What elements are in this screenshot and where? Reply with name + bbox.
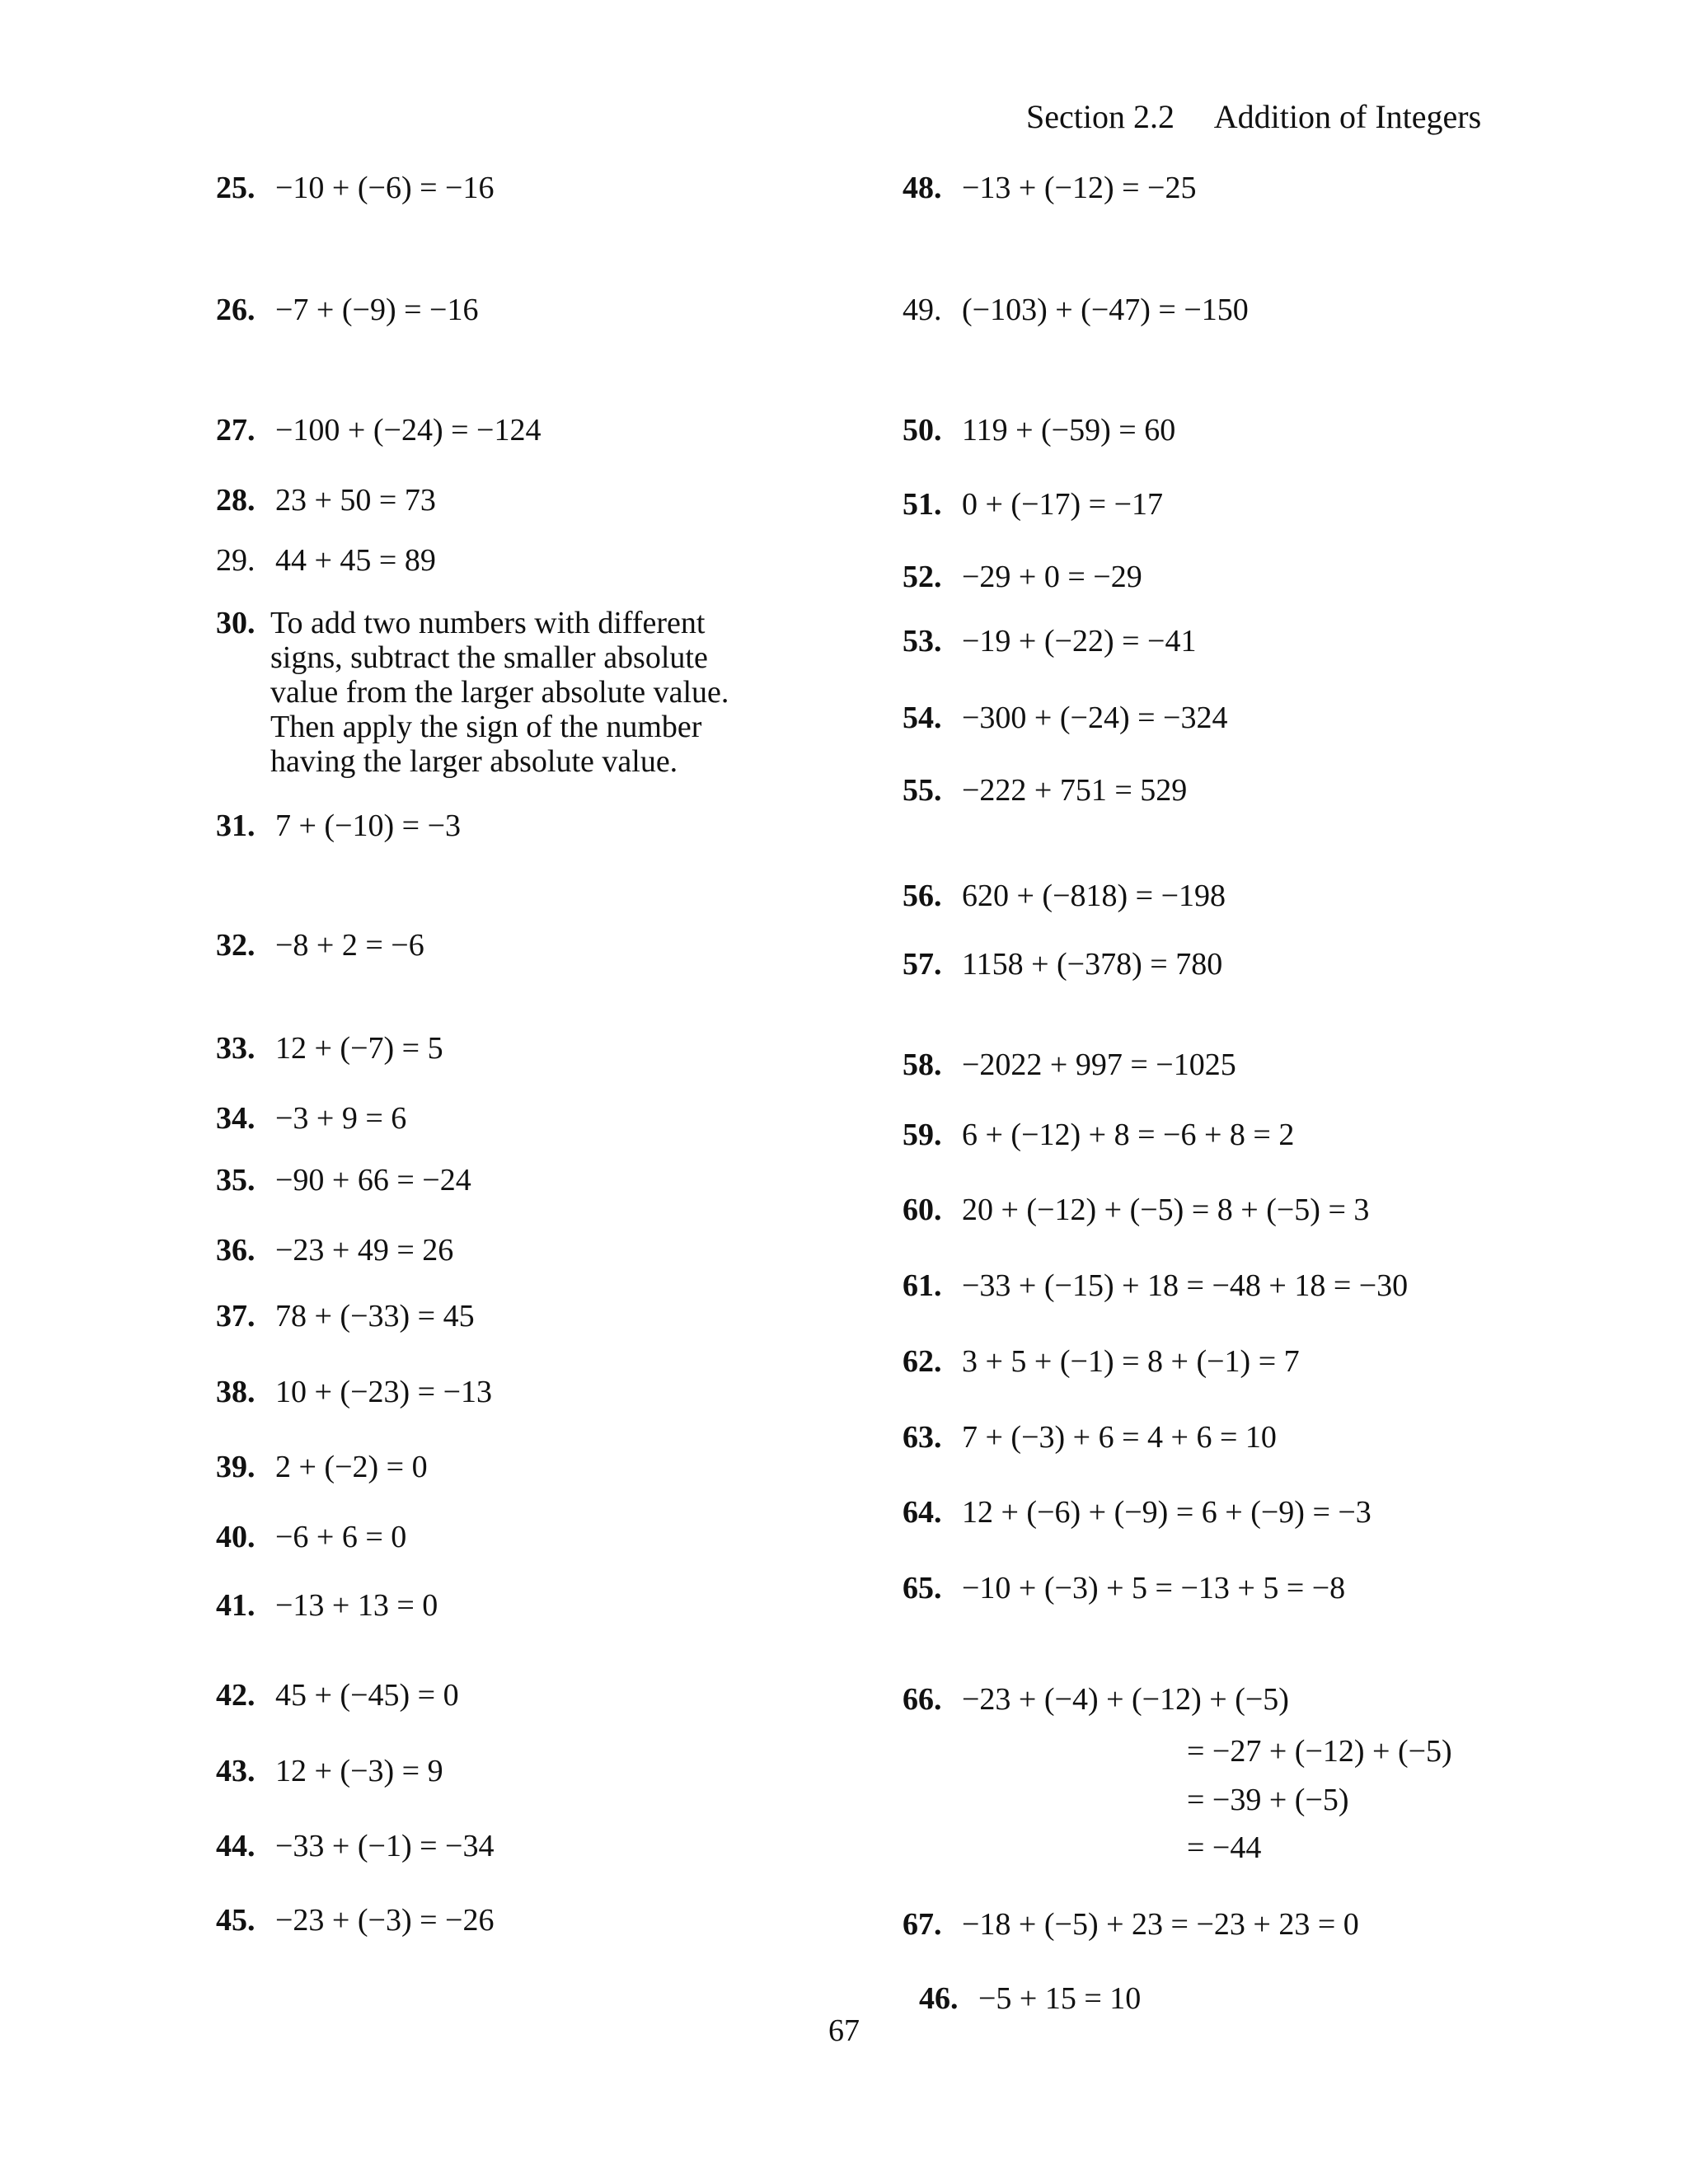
problem-number: 31. — [216, 808, 256, 843]
problem-expression: 1158 + (−378) = 780 — [962, 947, 1223, 982]
problem-29 — [216, 542, 436, 579]
problem-expression: 119 + (−59) = 60 — [962, 413, 1176, 448]
problem-number: 54. — [903, 701, 942, 735]
problem-49 — [903, 292, 1249, 328]
problem-67 — [903, 1906, 1359, 1943]
problem-50 — [903, 412, 1175, 448]
problem-57 — [903, 946, 1222, 982]
problem-66-step-3: = −44 — [1187, 1830, 1262, 1865]
problem-number: 52. — [903, 560, 942, 594]
problem-expression: 45 + (−45) = 0 — [275, 1678, 459, 1713]
problem-expression: (−103) + (−47) = −150 — [962, 293, 1249, 327]
problem-expression: 12 + (−3) = 9 — [275, 1754, 443, 1788]
running-header — [1026, 97, 1481, 136]
problem-46 — [919, 1980, 1141, 2017]
problem-expression: −23 + (−4) + (−12) + (−5) — [962, 1682, 1289, 1717]
problem-63 — [903, 1419, 1277, 1455]
problem-number: 38. — [216, 1375, 256, 1409]
problem-number: 27. — [216, 413, 256, 448]
problem-44 — [216, 1828, 494, 1864]
problem-expression: −10 + (−6) = −16 — [275, 171, 495, 205]
problem-42 — [216, 1677, 459, 1713]
problem-number: 32. — [216, 928, 256, 963]
problem-28 — [216, 482, 436, 518]
problem-number: 35. — [216, 1163, 256, 1197]
problem-expression: 12 + (−7) = 5 — [275, 1031, 443, 1066]
problem-55 — [903, 772, 1187, 808]
problem-number: 64. — [903, 1495, 942, 1530]
problem-64 — [903, 1494, 1372, 1530]
problem-expression: 7 + (−3) + 6 = 4 + 6 = 10 — [962, 1420, 1277, 1455]
problem-54 — [903, 700, 1227, 736]
problem-66-step-2: = −39 + (−5) — [1187, 1783, 1349, 1817]
problem-number: 48. — [903, 171, 942, 205]
problem-56 — [903, 878, 1226, 914]
problem-expression: 6 + (−12) + 8 = −6 + 8 = 2 — [962, 1118, 1295, 1152]
problem-38 — [216, 1374, 492, 1410]
problem-60 — [903, 1192, 1369, 1228]
problem-number: 58. — [903, 1047, 942, 1082]
problem-35 — [216, 1162, 471, 1198]
problem-expression: −300 + (−24) = −324 — [962, 701, 1228, 735]
problem-expression: −10 + (−3) + 5 = −13 + 5 = −8 — [962, 1571, 1346, 1605]
problem-expression: −222 + 751 = 529 — [962, 773, 1188, 808]
problem-33 — [216, 1030, 443, 1066]
problem-number: 67. — [903, 1907, 942, 1942]
problem-31 — [216, 808, 461, 844]
problem-expression: −90 + 66 = −24 — [275, 1163, 471, 1197]
problem-51 — [903, 486, 1163, 523]
problem-expression: −29 + 0 = −29 — [962, 560, 1142, 594]
problem-number: 33. — [216, 1031, 256, 1066]
problem-number: 40. — [216, 1520, 256, 1554]
problem-number: 62. — [903, 1344, 942, 1379]
problem-expression: 7 + (−10) = −3 — [275, 808, 462, 843]
problem-number: 41. — [216, 1588, 256, 1623]
problem-expression: −13 + (−12) = −25 — [962, 171, 1197, 205]
problem-expression: 44 + 45 = 89 — [275, 543, 436, 578]
problem-number: 49. — [903, 293, 942, 327]
problem-number: 29. — [216, 543, 256, 578]
problem-65 — [903, 1570, 1345, 1606]
problem-expression: −23 + 49 = 26 — [275, 1233, 454, 1268]
problem-48 — [903, 170, 1196, 206]
problem-expression: −18 + (−5) + 23 = −23 + 23 = 0 — [962, 1907, 1359, 1942]
problem-43 — [216, 1753, 443, 1789]
problem-number: 57. — [903, 947, 942, 982]
problem-number: 43. — [216, 1754, 256, 1788]
problem-40 — [216, 1519, 406, 1555]
problem-62 — [903, 1343, 1300, 1380]
problem-32 — [216, 927, 424, 963]
problem-26 — [216, 292, 478, 328]
problem-number: 61. — [903, 1268, 942, 1303]
problem-number: 34. — [216, 1101, 256, 1136]
problem-number: 28. — [216, 483, 256, 518]
problem-number: 30. — [216, 606, 256, 640]
problem-25 — [216, 170, 494, 206]
problem-expression: 23 + 50 = 73 — [275, 483, 436, 518]
problem-66-step-1: = −27 + (−12) + (−5) — [1187, 1734, 1452, 1769]
problem-expression: −5 + 15 = 10 — [978, 1981, 1142, 2016]
problem-59 — [903, 1117, 1294, 1153]
problem-66 — [903, 1681, 1289, 1718]
problem-number: 42. — [216, 1678, 256, 1713]
problem-expression: 12 + (−6) + (−9) = 6 + (−9) = −3 — [962, 1495, 1372, 1530]
problem-expression: −3 + 9 = 6 — [275, 1101, 407, 1136]
problem-number: 53. — [903, 624, 942, 658]
problem-number: 26. — [216, 293, 256, 327]
problem-expression: 3 + 5 + (−1) = 8 + (−1) = 7 — [962, 1344, 1300, 1379]
problem-34 — [216, 1100, 406, 1137]
problem-expression: 0 + (−17) = −17 — [962, 487, 1164, 522]
problem-45 — [216, 1902, 494, 1938]
problem-61 — [903, 1268, 1408, 1304]
problem-41 — [216, 1587, 438, 1624]
problem-expression: −33 + (−15) + 18 = −48 + 18 = −30 — [962, 1268, 1409, 1303]
problem-number: 66. — [903, 1682, 942, 1717]
problem-53 — [903, 623, 1196, 659]
page-number: 67 — [828, 2013, 860, 2048]
problem-27 — [216, 412, 541, 448]
problem-number: 45. — [216, 1903, 256, 1938]
problem-expression: 78 + (−33) = 45 — [275, 1299, 475, 1333]
problem-number: 46. — [919, 1981, 959, 2016]
problem-39 — [216, 1449, 428, 1485]
problem-number: 55. — [903, 773, 942, 808]
problem-number: 50. — [903, 413, 942, 448]
problem-expression: −33 + (−1) = −34 — [275, 1829, 495, 1863]
problem-number: 59. — [903, 1118, 942, 1152]
problem-number: 36. — [216, 1233, 256, 1268]
problem-52 — [903, 559, 1142, 595]
problem-expression: −100 + (−24) = −124 — [275, 413, 542, 448]
section-label: Section 2.2 — [1026, 98, 1175, 135]
problem-expression: 2 + (−2) = 0 — [275, 1450, 428, 1484]
problem-explanation: To add two numbers with different signs, subtract the smaller absolute value from the larger absolute value. Then apply the sign of the number having the larger absolute value. — [270, 606, 729, 779]
problem-number: 63. — [903, 1420, 942, 1455]
problem-expression: −13 + 13 = 0 — [275, 1588, 438, 1623]
problem-expression: −7 + (−9) = −16 — [275, 293, 479, 327]
problem-expression: 620 + (−818) = −198 — [962, 879, 1226, 913]
problem-expression: −6 + 6 = 0 — [275, 1520, 407, 1554]
problem-37 — [216, 1298, 475, 1334]
problem-expression: −23 + (−3) = −26 — [275, 1903, 495, 1938]
problem-number: 39. — [216, 1450, 256, 1484]
problem-expression: −8 + 2 = −6 — [275, 928, 424, 963]
problem-expression: 20 + (−12) + (−5) = 8 + (−5) = 3 — [962, 1193, 1370, 1227]
problem-expression: 10 + (−23) = −13 — [275, 1375, 493, 1409]
problem-number: 60. — [903, 1193, 942, 1227]
problem-58 — [903, 1047, 1236, 1083]
problem-number: 25. — [216, 171, 256, 205]
problem-number: 44. — [216, 1829, 256, 1863]
problem-36 — [216, 1232, 453, 1268]
problem-expression: −19 + (−22) = −41 — [962, 624, 1197, 658]
problem-number: 51. — [903, 487, 942, 522]
problem-number: 65. — [903, 1571, 942, 1605]
problem-number: 37. — [216, 1299, 256, 1333]
problem-expression: −2022 + 997 = −1025 — [962, 1047, 1236, 1082]
problem-number: 56. — [903, 879, 942, 913]
section-title: Addition of Integers — [1213, 98, 1482, 135]
